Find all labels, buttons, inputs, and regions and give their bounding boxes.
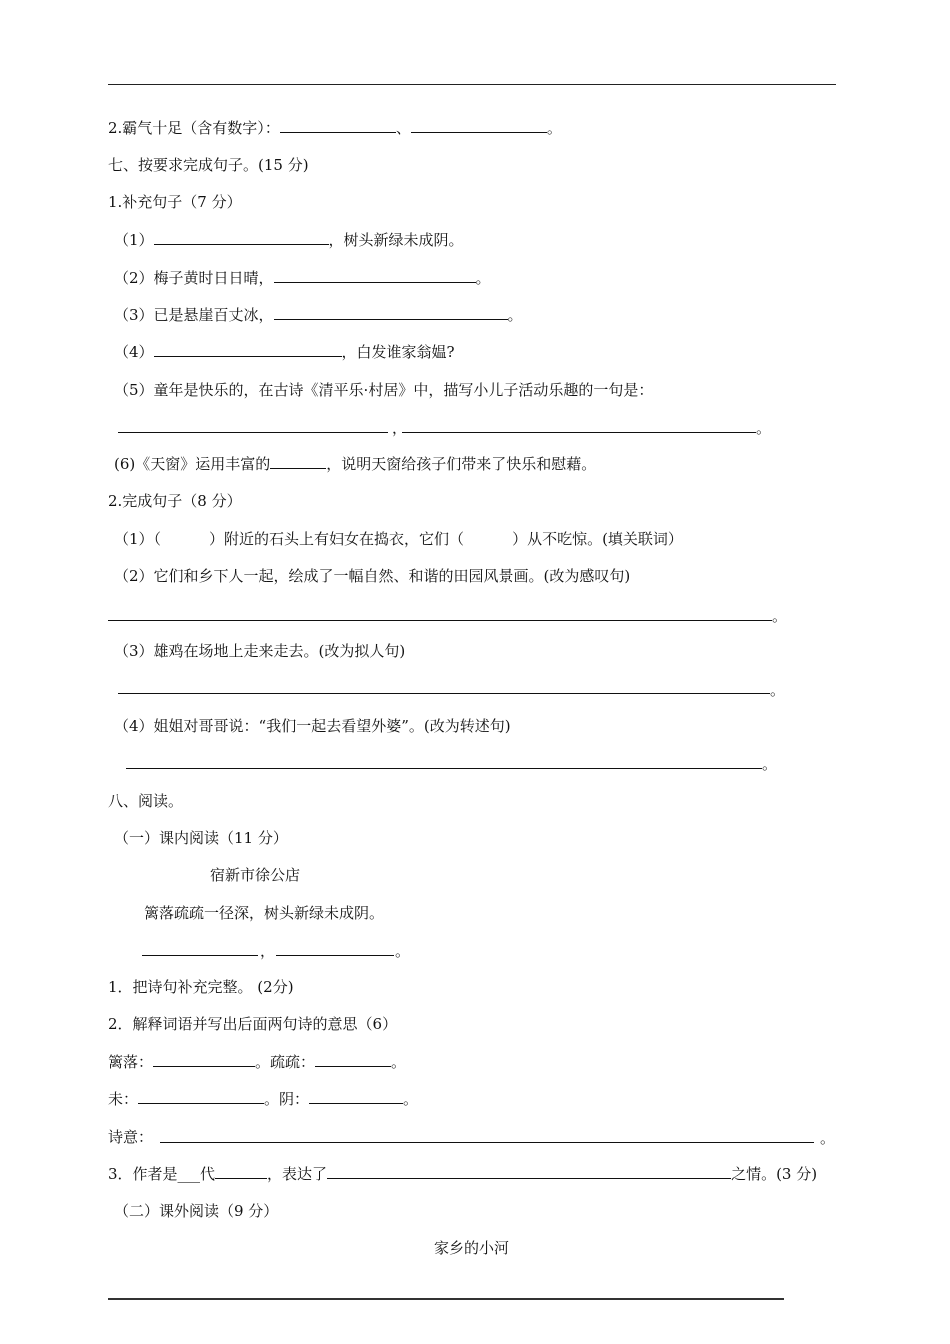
term-label: 。疏疏： xyxy=(255,1053,316,1071)
section-8-heading: 八、阅读。 xyxy=(108,792,184,810)
question-2: 2．解释词语并写出后面两句诗的意思（6） xyxy=(108,1015,398,1033)
word-definitions xyxy=(108,1052,406,1072)
period: 。 xyxy=(756,419,772,437)
item-text: （2）梅子黄时日日晴， xyxy=(114,269,274,287)
rewrite-prompt: （3）雄鸡在场地上走来走去。(改为拟人句) xyxy=(114,642,406,660)
word-definitions xyxy=(108,1089,418,1109)
answer-blank[interactable] xyxy=(215,1164,267,1179)
answer-blank[interactable] xyxy=(154,230,329,245)
comma: ， xyxy=(260,942,276,960)
period: 。 xyxy=(395,942,411,960)
separator: 、 xyxy=(395,119,411,137)
fill-item-prompt: （5）童年是快乐的，在古诗《清平乐·村居》中，描写小儿子活动乐趣的一句是： xyxy=(114,381,654,399)
term-label: 未： xyxy=(108,1090,139,1108)
term-label: 篱落： xyxy=(108,1053,154,1071)
item-text: ）附近的石头上有妇女在捣衣，它们（ xyxy=(209,530,465,548)
poem-title: 宿新市徐公店 xyxy=(210,866,301,884)
answer-blank[interactable] xyxy=(274,268,476,283)
question-3 xyxy=(108,1164,817,1184)
answer-blank[interactable] xyxy=(154,342,342,357)
item-number: （4） xyxy=(114,343,154,361)
answer-line[interactable] xyxy=(276,955,394,956)
section-7-heading: 七、按要求完成句子。(15 分) xyxy=(108,156,309,174)
answer-blank[interactable] xyxy=(138,1089,264,1104)
item-text: ，树头新绿未成阴。 xyxy=(328,231,464,249)
subsection-heading: （一）课内阅读（11 分） xyxy=(114,829,288,847)
answer-blank[interactable] xyxy=(327,1164,731,1179)
period: 。 xyxy=(762,755,778,773)
answer-line[interactable] xyxy=(118,432,388,433)
fill-item xyxy=(114,342,455,362)
period: 。 xyxy=(770,681,786,699)
subsection-heading: 2.完成句子（8 分） xyxy=(108,492,242,510)
item-text: (6)《天窗》运用丰富的 xyxy=(114,455,271,473)
q6-item2-label: 2.霸气十足（含有数字）： xyxy=(108,119,280,137)
answer-line[interactable] xyxy=(126,768,762,769)
fill-item xyxy=(114,305,523,325)
question-text: 3．作者是___代 xyxy=(108,1165,216,1183)
rewrite-prompt: （4）姐姐对哥哥说：“我们一起去看望外婆”。(改为转述句) xyxy=(114,717,511,735)
period: 。 xyxy=(772,607,788,625)
item-text: ）从不吃惊。(填关联词） xyxy=(512,530,683,548)
q6-item2 xyxy=(108,118,562,138)
term-label: 。阴： xyxy=(264,1090,310,1108)
answer-line[interactable] xyxy=(402,432,756,433)
item-text: 。 xyxy=(475,269,491,287)
item-text: 。 xyxy=(507,306,523,324)
poem-meaning-label: 诗意： xyxy=(108,1128,154,1146)
item-text: （1）（ xyxy=(114,530,162,548)
question-1: 1．把诗句补充完整。 (2分) xyxy=(108,978,294,996)
fill-item xyxy=(114,529,683,549)
subsection-heading: 1.补充句子（7 分） xyxy=(108,193,242,211)
item-text: ，白发谁家翁媪? xyxy=(341,343,455,361)
fill-item xyxy=(114,454,596,474)
answer-blank[interactable] xyxy=(315,1052,391,1067)
answer-line[interactable] xyxy=(108,620,772,621)
period: 。 xyxy=(403,1090,419,1108)
question-text: ，表达了 xyxy=(267,1165,328,1183)
period: 。 xyxy=(391,1053,407,1071)
period: 。 xyxy=(820,1129,836,1147)
answer-blank[interactable] xyxy=(280,118,396,133)
header-rule xyxy=(108,84,836,85)
fill-item xyxy=(114,268,491,288)
item-text: （3）已是悬崖百丈冰， xyxy=(114,306,274,324)
footer-rule xyxy=(108,1298,784,1300)
subsection-heading: （二）课外阅读（9 分） xyxy=(114,1202,279,1220)
rewrite-prompt: （2）它们和乡下人一起，绘成了一幅自然、和谐的田园风景画。(改为感叹句) xyxy=(114,567,631,585)
question-text: 之情。(3 分) xyxy=(731,1165,818,1183)
comma: ， xyxy=(392,419,408,437)
answer-line[interactable] xyxy=(118,693,770,694)
answer-blank[interactable] xyxy=(309,1089,403,1104)
item-number: （1） xyxy=(114,231,154,249)
fill-item xyxy=(114,230,464,250)
answer-blank[interactable] xyxy=(153,1052,255,1067)
poem-line: 篱落疏疏一径深，树头新绿未成阴。 xyxy=(144,904,385,922)
answer-blank[interactable] xyxy=(411,118,547,133)
item-text: ，说明天窗给孩子们带来了快乐和慰藉。 xyxy=(326,455,597,473)
answer-blank[interactable] xyxy=(270,454,326,469)
answer-line[interactable] xyxy=(160,1142,814,1143)
period: 。 xyxy=(546,119,562,137)
answer-line[interactable] xyxy=(142,955,258,956)
story-title: 家乡的小河 xyxy=(434,1239,510,1257)
answer-blank[interactable] xyxy=(274,305,508,320)
